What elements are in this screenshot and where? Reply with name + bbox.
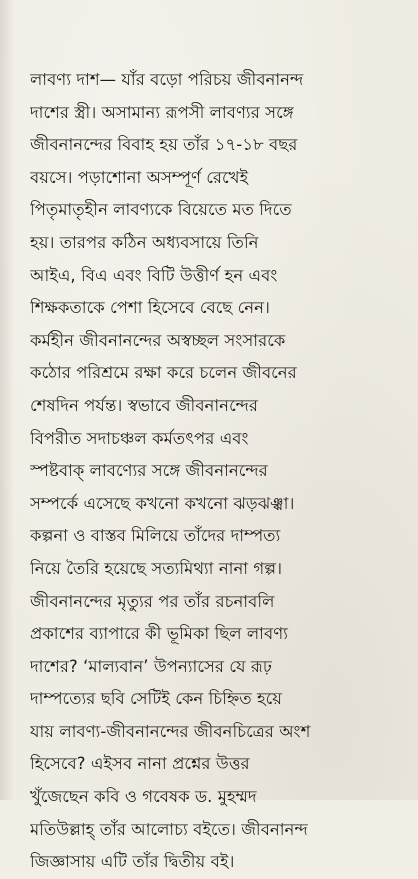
blurb-line: দাশের? ‘মাল্যবান’ উপন্যাসের যে রূঢ় bbox=[30, 656, 272, 676]
blurb-line: শেষদিন পর্যন্ত। স্বভাবে জীবনানন্দের bbox=[30, 395, 259, 415]
blurb-line: কঠোর পরিশ্রমে রক্ষা করে চলেন জীবনের bbox=[30, 363, 297, 383]
blurb-line: হিসেবে? এইসব নানা প্রশ্নের উত্তর bbox=[30, 754, 250, 774]
blurb-line: জিজ্ঞাসায় এটি তাঁর দ্বিতীয় বই। bbox=[30, 852, 235, 872]
blurb-line: কল্পনা ও বাস্তব মিলিয়ে তাঁদের দাম্পত্য bbox=[30, 526, 281, 546]
blurb-line: স্পষ্টবাক্ লাবণ্যের সঙ্গে জীবনানন্দের bbox=[30, 461, 268, 481]
blurb-line: হয়। তারপর কঠিন অধ্যবসায়ে তিনি bbox=[30, 232, 259, 252]
blurb-line: আইএ, বিএ এবং বিটি উত্তীর্ণ হন এবং bbox=[30, 265, 278, 285]
blurb-line: লাবণ্য দাশ— যাঁর বড়ো পরিচয় জীবনানন্দ bbox=[30, 70, 304, 89]
blurb-line: বয়সে। পড়াশোনা অসম্পূর্ণ রেখেই bbox=[30, 167, 249, 187]
blurb-line: দাশের স্ত্রী। অসামান্য রূপসী লাবণ্যর সঙ্গে bbox=[30, 102, 294, 122]
blurb-line: প্রকাশের ব্যাপারে কী ভূমিকা ছিল লাবণ্য bbox=[30, 624, 288, 644]
page-edge-shadow bbox=[0, 0, 14, 800]
blurb-line: মতিউল্লাহ্ তাঁর আলোচ্য বইতে। জীবনানন্দ bbox=[30, 819, 308, 839]
blurb-text bbox=[30, 64, 402, 879]
blurb-line: জীবনানন্দের বিবাহ হয় তাঁর ১৭-১৮ বছর bbox=[30, 135, 298, 155]
blurb-line: শিক্ষকতাকে পেশা হিসেবে বেছে নেন। bbox=[30, 298, 270, 318]
blurb-line: দাম্পত্যের ছবি সেটিই কেন চিহ্নিত হয়ে bbox=[30, 689, 282, 709]
blurb-line: জীবনানন্দের মৃত্যুর পর তাঁর রচনাবলি bbox=[30, 591, 275, 611]
blurb-line: খুঁজেছেন কবি ও গবেষক ড. মুহম্মদ bbox=[30, 787, 257, 807]
blurb-line: কর্মহীন জীবনানন্দের অস্বচ্ছল সংসারকে bbox=[30, 330, 286, 350]
blurb-line: নিয়ে তৈরি হয়েছে সত্যমিথ্যা নানা গল্প। bbox=[30, 558, 283, 578]
blurb-line: যায় লাবণ্য-জীবনানন্দের জীবনচিত্রের অংশ bbox=[30, 721, 311, 741]
blurb-line: পিতৃমাতৃহীন লাবণ্যকে বিয়েতে মত দিতে bbox=[30, 200, 292, 220]
blurb-line: বিপরীত সদাচঞ্চল কর্মতৎপর এবং bbox=[30, 428, 249, 448]
blurb-line: সম্পর্কে এসেছে কখনো কখনো ঝড়ঝঞ্ঝা। bbox=[30, 493, 295, 513]
